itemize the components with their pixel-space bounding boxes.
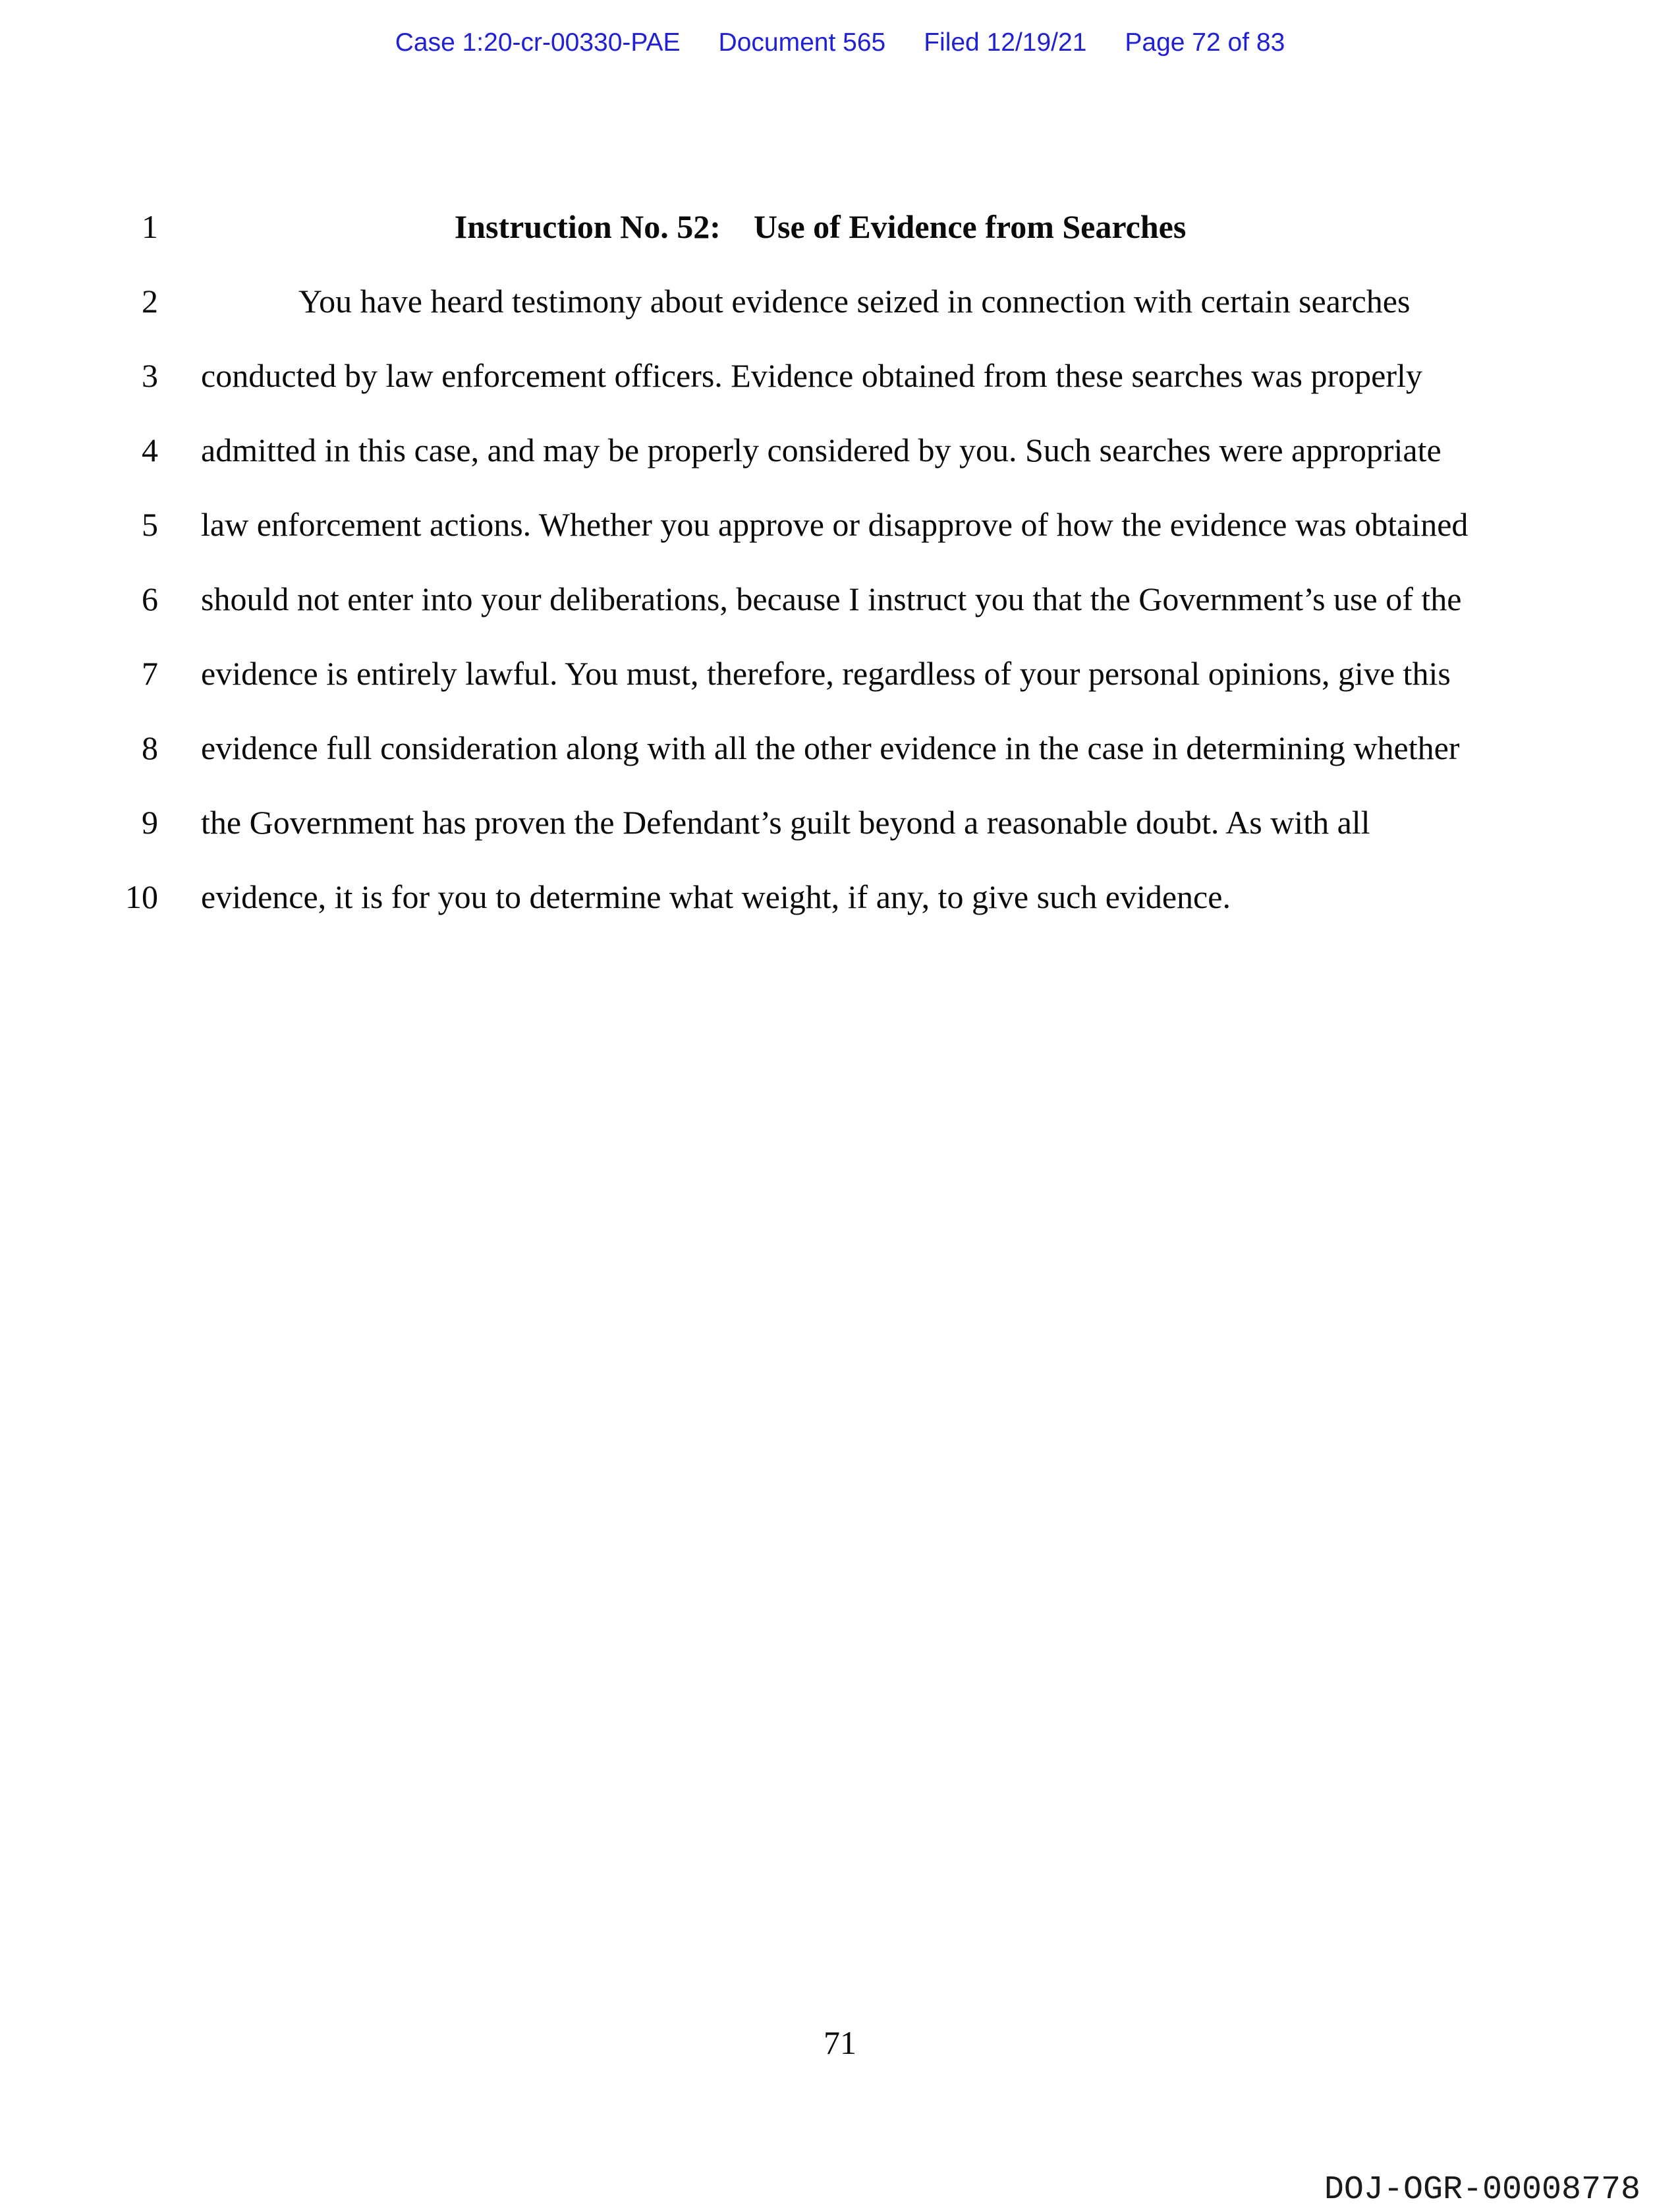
page-of-label: Page 72 of 83 xyxy=(1125,28,1285,57)
instruction-title-text: Use of Evidence from Searches xyxy=(753,208,1187,245)
pleading-line xyxy=(0,637,1680,711)
pleading-line xyxy=(0,860,1680,934)
pleading-body xyxy=(0,190,1680,934)
pleading-line xyxy=(0,562,1680,637)
pleading-line xyxy=(0,264,1680,339)
pleading-line xyxy=(0,785,1680,860)
line-number: 7 xyxy=(142,655,158,692)
line-number: 4 xyxy=(142,432,158,468)
case-number-label: Case 1:20-cr-00330-PAE xyxy=(395,28,681,57)
line-number: 2 xyxy=(142,283,158,320)
line-number: 1 xyxy=(142,208,158,245)
pleading-line-title xyxy=(0,190,1680,264)
line-text: evidence full consideration along with all the other evidence in the case in determining whether xyxy=(201,729,1460,766)
instruction-number-label: Instruction No. 52: xyxy=(454,208,721,245)
line-number: 8 xyxy=(142,729,158,766)
document-number-label: Document 565 xyxy=(718,28,886,57)
line-number: 9 xyxy=(142,804,158,841)
line-text: evidence, it is for you to determine what weight, if any, to give such evidence. xyxy=(201,878,1231,915)
line-number: 6 xyxy=(142,581,158,617)
line-text: should not enter into your deliberations, because I instruct you that the Government’s use of the xyxy=(201,581,1462,617)
page-number: 71 xyxy=(824,2024,856,2061)
instruction-title xyxy=(201,190,1440,264)
line-text: admitted in this case, and may be properly considered by you. Such searches were appropriate xyxy=(201,432,1442,468)
pleading-line xyxy=(0,488,1680,562)
line-text: the Government has proven the Defendant’s guilt beyond a reasonable doubt. As with all xyxy=(201,804,1370,841)
bates-number: DOJ-OGR-00008778 xyxy=(1324,2171,1640,2209)
pleading-line xyxy=(0,339,1680,413)
line-text: law enforcement actions. Whether you approve or disapprove of how the evidence was obtained xyxy=(201,506,1469,543)
line-number: 5 xyxy=(142,506,158,543)
pleading-line xyxy=(0,711,1680,785)
line-text: You have heard testimony about evidence seized in connection with certain searches xyxy=(298,283,1411,320)
line-number: 3 xyxy=(142,357,158,394)
ecf-stamp-header xyxy=(0,28,1680,58)
line-text: evidence is entirely lawful. You must, therefore, regardless of your personal opinions, give this xyxy=(201,655,1451,692)
line-number: 10 xyxy=(125,878,158,915)
pleading-line xyxy=(0,413,1680,488)
line-text: conducted by law enforcement officers. Evidence obtained from these searches was properly xyxy=(201,357,1422,394)
filed-date-label: Filed 12/19/21 xyxy=(924,28,1087,57)
